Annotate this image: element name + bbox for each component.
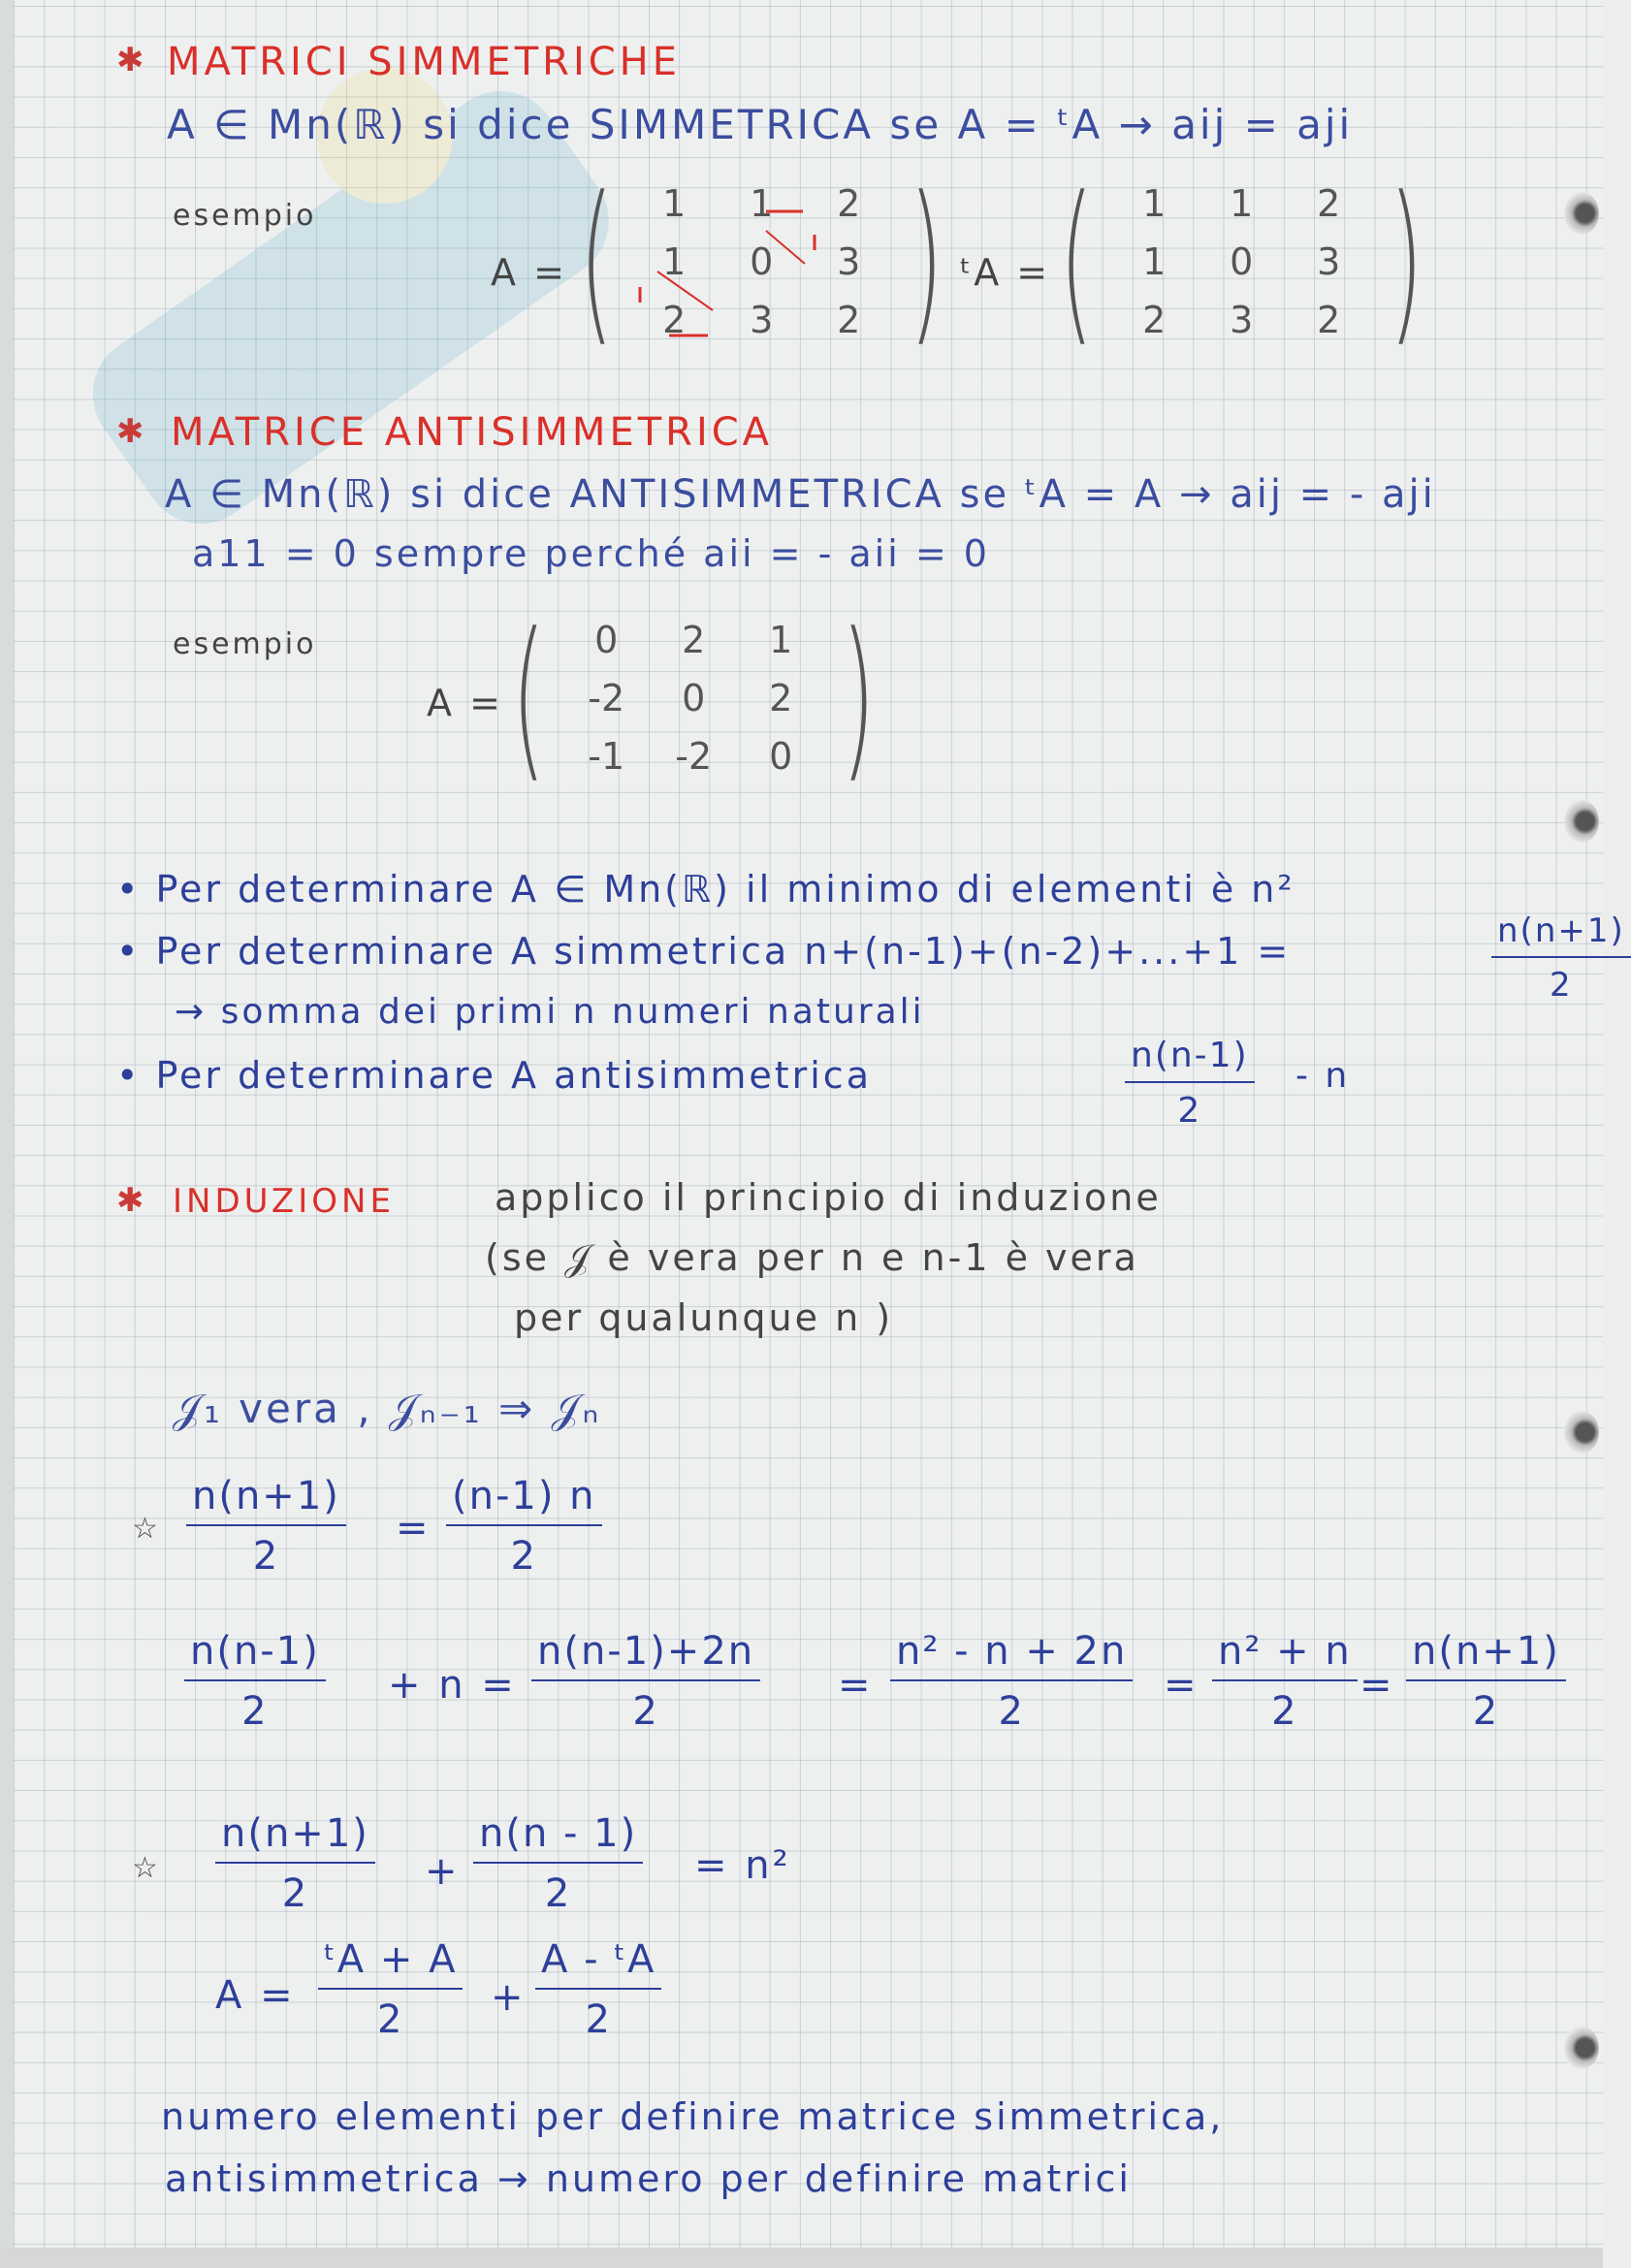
section-title: MATRICI SIMMETRICHE bbox=[167, 40, 682, 84]
fraction: $\frac{n(n-1)+2n}{2}$ bbox=[531, 1629, 760, 1734]
fraction: $\frac{\text{ᵗA + A}}{2}$ bbox=[318, 1937, 463, 2042]
fraction: $\frac{(n-1) n}{2}$ bbox=[446, 1474, 602, 1579]
transpose-label: ᵗA = bbox=[960, 251, 1051, 294]
equals-sign: = bbox=[1164, 1663, 1199, 1708]
punch-hole bbox=[1564, 192, 1599, 235]
definition-text: A ∈ Mn(ℝ) si dice ANTISIMMETRICA se ᵗA = A → aij = - aji bbox=[165, 472, 1436, 517]
example-label: esempio bbox=[173, 627, 317, 661]
note-text: a11 = 0 sempre perché aii = - aii = 0 bbox=[192, 532, 990, 575]
star-icon: ☆ bbox=[132, 1512, 161, 1546]
equals-sign: = bbox=[838, 1663, 874, 1708]
equals-sign: = bbox=[1359, 1663, 1395, 1708]
fraction: $\frac{n(n+1)}{2}$ bbox=[215, 1811, 375, 1916]
punch-hole bbox=[1564, 1411, 1599, 1453]
fraction: $\frac{n(n-1)}{2}$ bbox=[184, 1629, 326, 1734]
punch-hole bbox=[1564, 800, 1599, 843]
paper-edge bbox=[0, 0, 14, 2268]
lhs-text: A = bbox=[215, 1973, 296, 2018]
fraction: $\frac{n(n-1)}{2}$ bbox=[1125, 1036, 1255, 1131]
description-text: per qualunque n ) bbox=[514, 1296, 894, 1339]
matrix-label: A = bbox=[427, 682, 503, 724]
matrix-label: A = bbox=[491, 251, 567, 294]
section-star-icon: ✱ bbox=[116, 41, 144, 80]
bullet-text: • Per determinare A ∈ Mn(ℝ) il minimo di elementi è n² bbox=[116, 868, 1295, 910]
formula-tail: - n bbox=[1295, 1056, 1351, 1096]
matrix-A-transpose: ( 1 1 2 1 0 3 2 3 2 ) bbox=[1059, 160, 1423, 363]
symmetry-arrows bbox=[621, 194, 853, 359]
section-title: INDUZIONE bbox=[173, 1182, 395, 1221]
fraction: $\frac{n(n+1)}{2}$ bbox=[1406, 1629, 1566, 1734]
fraction: $\frac{\text{n² + n}}{2}$ bbox=[1212, 1629, 1358, 1734]
bullet-text: • Per determinare A antisimmetrica bbox=[116, 1054, 872, 1097]
final-text: numero elementi per definire matrice simmetrica, bbox=[161, 2095, 1225, 2138]
description-text: applico il principio di induzione bbox=[495, 1176, 1162, 1219]
example-label: esempio bbox=[173, 199, 317, 233]
definition-text: A ∈ Mn(ℝ) si dice SIMMETRICA se A = ᵗA → aij = aji bbox=[167, 101, 1354, 148]
section-star-icon: ✱ bbox=[116, 412, 144, 451]
fraction: $\frac{n(n+1)}{2}$ bbox=[1491, 911, 1631, 1005]
fraction: $\frac{n(n+1)}{2}$ bbox=[186, 1474, 346, 1579]
bullet-subtext: → somma dei primi n numeri naturali bbox=[175, 992, 925, 1032]
operator: + bbox=[491, 1975, 527, 2020]
matrix-A-antisymmetric: ( 0 2 1 -2 0 2 -1 -2 0 ) bbox=[511, 596, 876, 799]
rhs-text: = n² bbox=[694, 1843, 791, 1888]
paper-edge-bottom bbox=[0, 2248, 1603, 2268]
section-star-icon: ✱ bbox=[116, 1181, 144, 1220]
section-title: MATRICE ANTISIMMETRICA bbox=[171, 410, 774, 455]
fraction: $\frac{\text{A - ᵗA}}{2}$ bbox=[535, 1937, 661, 2042]
punch-hole bbox=[1564, 2027, 1599, 2069]
operator: + bbox=[425, 1849, 461, 1894]
operator: + n = bbox=[388, 1663, 517, 1708]
star-icon: ☆ bbox=[132, 1851, 161, 1885]
matrix-A: ( 1 1 2 1 0 3 2 3 2 ) bbox=[579, 160, 943, 363]
final-text: antisimmetrica → numero per definire matrici bbox=[165, 2157, 1132, 2200]
fraction: $\frac{\text{n² - n + 2n}}{2}$ bbox=[890, 1629, 1133, 1734]
induction-line: 𝒥₁ vera , 𝒥ₙ₋₁ ⇒ 𝒥ₙ bbox=[173, 1385, 602, 1432]
fraction: $\frac{n(n - 1)}{2}$ bbox=[473, 1811, 643, 1916]
bullet-text: • Per determinare A simmetrica n+(n-1)+(n-2)+...+1 = bbox=[116, 930, 1292, 973]
equals-sign: = bbox=[396, 1506, 432, 1550]
description-text: (se 𝒥 è vera per n e n-1 è vera bbox=[485, 1236, 1139, 1279]
